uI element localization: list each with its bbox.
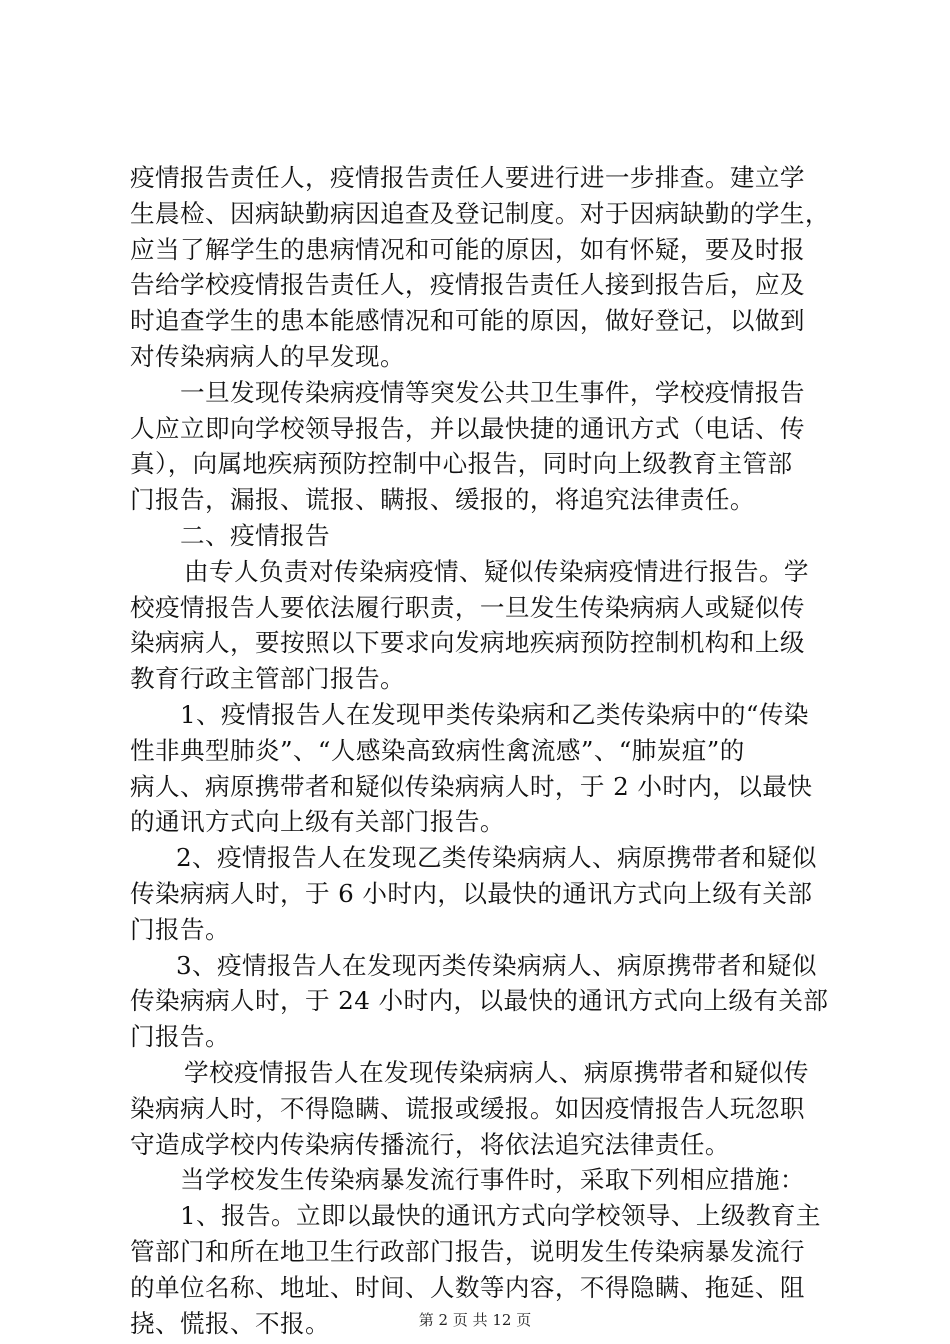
text-line: 时追查学生的患本能感情况和可能的原因，做好登记，以做到 — [130, 306, 805, 336]
text-line: 性非典型肺炎”、“人感染高致病性禽流感”、“肺炭疽”的 — [130, 735, 745, 765]
text-line: 门报告。 — [130, 914, 230, 944]
text-line: 门报告。 — [130, 1022, 230, 1052]
paragraph-first-line: 由专人负责对传染病疫情、疑似传染病疫情进行报告。学 — [184, 556, 809, 586]
section-heading: 二、疫情报告 — [180, 521, 330, 550]
paragraph-first-line: 学校疫情报告人在发现传染病病人、病原携带者和疑似传 — [184, 1058, 809, 1087]
text-line: 传染病病人时，于 24 小时内，以最快的通讯方式向上级有关部 — [130, 986, 829, 1016]
text-line: 染病病人，要按照以下要求向发病地疾病预防控制机构和上级 — [130, 628, 805, 658]
text-line: 门报告，漏报、谎报、瞒报、缓报的，将追究法律责任。 — [130, 485, 755, 515]
paragraph-first-line: 1、报告。立即以最快的通讯方式向学校领导、上级教育主 — [180, 1201, 821, 1231]
text-line: 管部门和所在地卫生行政部门报告，说明发生传染病暴发流行 — [130, 1237, 805, 1266]
text-line: 人应立即向学校领导报告，并以最快捷的通讯方式（电话、传 — [130, 413, 805, 443]
text-line: 的通讯方式向上级有关部门报告。 — [130, 807, 505, 837]
page-number: 第 2 页 共 12 页 — [418, 1311, 532, 1329]
text-line: 的单位名称、地址、时间、人数等内容，不得隐瞒、拖延、阻 — [130, 1272, 805, 1302]
paragraph-first-line: 当学校发生传染病暴发流行事件时，采取下列相应措施： — [180, 1165, 805, 1195]
text-line: 传染病病人时，于 6 小时内，以最快的通讯方式向上级有关部 — [130, 879, 813, 908]
text-line: 对传染病病人的早发现。 — [130, 342, 405, 371]
text-line: 告给学校疫情报告责任人，疫情报告责任人接到报告后，应及 — [130, 270, 805, 300]
text-line: 生晨检、因病缺勤病因追查及登记制度。对于因病缺勤的学生， — [130, 198, 830, 228]
text-line: 疫情报告责任人，疫情报告责任人要进行进一步排查。建立学 — [130, 163, 805, 192]
text-line: 病人、病原携带者和疑似传染病病人时，于 2 小时内，以最快 — [130, 771, 813, 801]
text-line: 校疫情报告人要依法履行职责，一旦发生传染病病人或疑似传 — [130, 592, 805, 622]
text-line: 染病病人时，不得隐瞒、谎报或缓报。如因疫情报告人玩忽职 — [130, 1093, 805, 1123]
text-line: 真），向属地疾病预防控制中心报告，同时向上级教育主管部 — [130, 449, 793, 479]
paragraph-first-line: 3、疫情报告人在发现丙类传染病病人、病原携带者和疑似 — [176, 950, 817, 980]
paragraph-first-line: 一旦发现传染病疫情等突发公共卫生事件，学校疫情报告 — [180, 377, 805, 407]
text-line: 应当了解学生的患病情况和可能的原因，如有怀疑，要及时报 — [130, 234, 805, 264]
paragraph-first-line: 2、疫情报告人在发现乙类传染病病人、病原携带者和疑似 — [176, 843, 817, 873]
text-line: 教育行政主管部门报告。 — [130, 664, 405, 694]
text-line: 挠、慌报、不报。 — [130, 1308, 330, 1338]
text-line: 守造成学校内传染病传播流行，将依法追究法律责任。 — [130, 1129, 730, 1159]
paragraph-first-line: 1、疫情报告人在发现甲类传染病和乙类传染病中的“传染 — [180, 700, 809, 729]
